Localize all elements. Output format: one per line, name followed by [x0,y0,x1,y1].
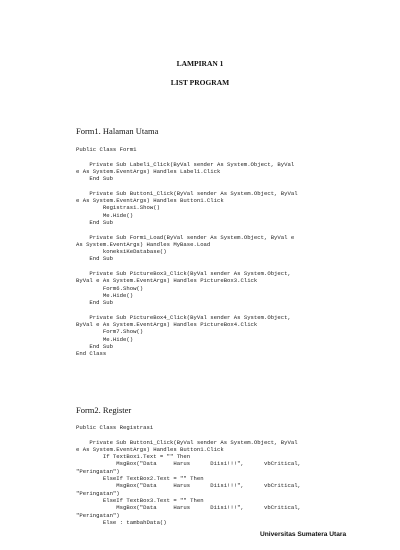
code-line: Private Sub Form1_Load(ByVal sender As System.Object, ByVal e [76,233,295,241]
code-line: As System.EventArgs) Handles MyBase.Load [76,240,211,248]
code-line: End Sub [76,299,113,307]
code-line: ByVal e As System.EventArgs) Handles PictureBox4.Click [76,321,258,329]
code-line [76,307,338,314]
code-line: Form6.Show() [76,284,144,292]
code-line: Private Sub PictureBox4_Click(ByVal sender As System.Object, [76,313,291,321]
code-line: End Class [76,350,107,358]
code-line: ElseIf TextBox2.Text = "" Then [76,475,204,483]
code-line: e As System.EventArgs) Handles Label1.Click [76,167,221,175]
code-line: MsgBox("Data Harus Diisi!!!", vbCritical, [76,460,301,468]
code-line: Public Class Form1 [76,146,137,153]
code-line: koneksiKeDatabase() [76,248,167,256]
code-line: e As System.EventArgs) Handles Button1.Click [76,197,224,205]
code-line: "Peringatan") [76,511,120,519]
appendix-title: LAMPIRAN 1 [176,59,224,68]
code-line: "Peringatan") [76,489,120,497]
code-line: If TextBox1.Text = "" Then [76,453,191,461]
code-line: Public Class Registrasi [76,424,154,431]
code-line: End Sub [76,218,113,226]
code-line: Else : tambahData() [76,518,167,526]
code-line: e As System.EventArgs) Handles Button1.Click [76,445,224,453]
code-line: Private Sub Button1_Click(ByVal sender As System.Object, ByVal [76,189,298,197]
code-line [76,182,338,189]
code-line: Private Sub Label1_Click(ByVal sender As System.Object, ByVal [76,160,295,168]
footer-university: Universitas Sumatera Utara [260,531,347,538]
code-line: MsgBox("Data Harus Diisi!!!", vbCritical, [76,504,301,512]
code-line: End Sub [76,255,113,263]
appendix-subtitle: LIST PROGRAM [170,78,230,87]
code-line: Me.Hide() [76,211,134,219]
section-heading-form2: Form2. Register [76,405,132,415]
code-line: End Sub [76,343,113,351]
code-line: Private Sub Button1_Click(ByVal sender As System.Object, ByVal [76,438,298,446]
code-line [76,431,338,438]
code-line: End Sub [76,175,113,183]
code-line: "Peringatan") [76,467,120,475]
code-line [76,226,338,233]
code-block-form2 [76,424,338,526]
code-line: Form7.Show() [76,328,144,336]
code-line: Private Sub PictureBox3_Click(ByVal sender As System.Object, [76,270,291,278]
code-line: Me.Hide() [76,291,134,299]
section-heading-form1: Form1. Halaman Utama [76,126,159,136]
code-line: ByVal e As System.EventArgs) Handles PictureBox3.Click [76,277,258,285]
code-line: MsgBox("Data Harus Diisi!!!", vbCritical, [76,482,301,490]
code-line [76,153,338,160]
code-block-form1 [76,146,338,358]
code-line [76,263,338,270]
code-line: ElseIf TextBox3.Text = "" Then [76,496,204,504]
code-line: Registrasi.Show() [76,204,160,212]
code-line: Me.Hide() [76,335,134,343]
